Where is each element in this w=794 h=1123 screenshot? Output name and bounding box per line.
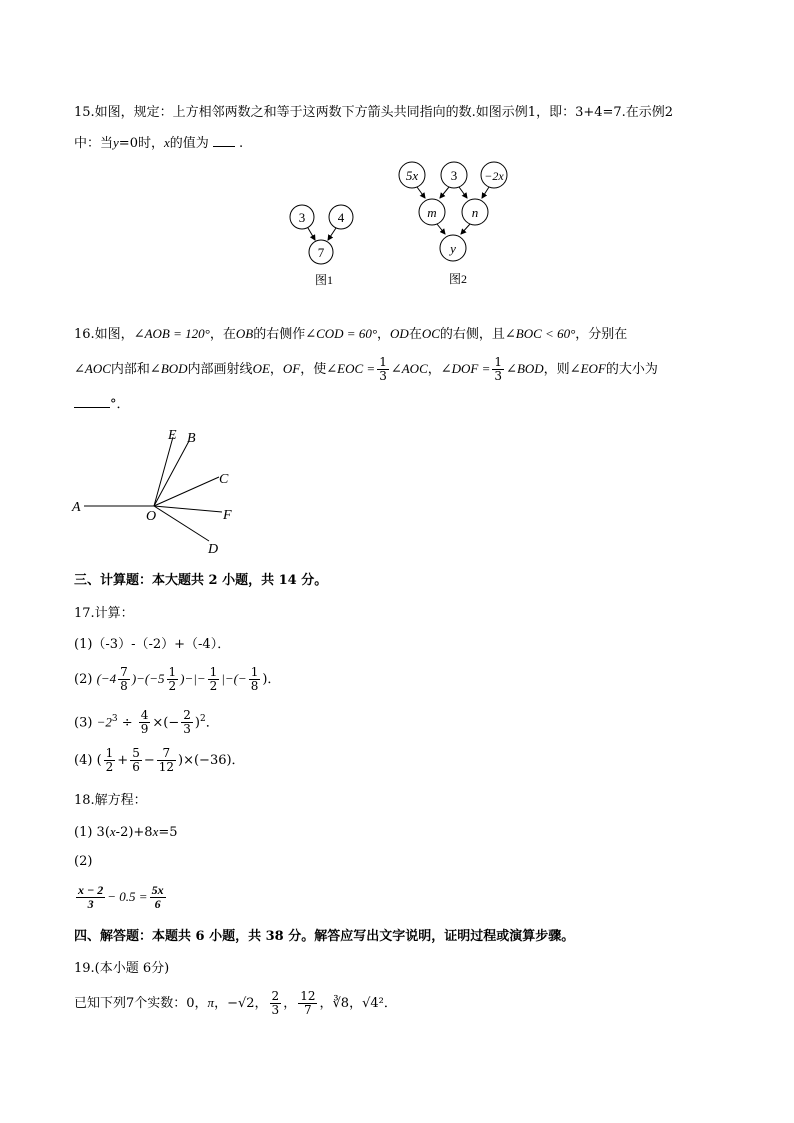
q16-text: 内部画射线 xyxy=(187,362,253,377)
label-e: E xyxy=(168,428,177,443)
label-b: B xyxy=(187,431,196,446)
q18-title: 18.解方程： xyxy=(74,793,147,808)
figure-1 xyxy=(280,195,370,295)
figure-2 xyxy=(390,158,520,293)
q16-text: ，则 xyxy=(543,362,570,377)
arrow xyxy=(437,224,445,234)
figure-caption: 图1 xyxy=(314,273,334,287)
math-expr: ∠BOC < 60° xyxy=(504,326,576,341)
q16-text: 16.如图， xyxy=(74,327,134,342)
math-expr: ∠BOD xyxy=(506,361,544,376)
math-expr: OC xyxy=(421,326,440,341)
math-expr: ∠EOF xyxy=(569,361,606,376)
q15-line2 xyxy=(74,134,243,153)
node-label: m xyxy=(427,205,437,220)
q16-text: ， xyxy=(427,362,441,377)
q16-text: °． xyxy=(110,397,130,412)
ray-od xyxy=(154,506,209,541)
q16-text: 的大小为 xyxy=(605,362,658,377)
math-expr: ∠BOD xyxy=(149,361,188,376)
label-d: D xyxy=(208,542,219,557)
q18-part2-equation: $\frac{x - 2}{3}$ − 0.5 = $\frac{5x}{6}$ xyxy=(78,883,164,911)
ray-oc xyxy=(154,477,219,506)
q15-line1: 15.如图，规定：上方相邻两数之和等于这两数下方箭头共同指向的数.如图示例1，即：3+4=7.在示例2 xyxy=(74,105,674,120)
node-label: −2x xyxy=(484,169,504,183)
node-label: 3 xyxy=(298,210,306,225)
q15-text: =0时， xyxy=(118,136,164,151)
var-x: x xyxy=(163,135,170,150)
q16-text: 内部和 xyxy=(110,362,150,377)
node-label: 3 xyxy=(450,168,458,183)
q16-text: 的右侧作 xyxy=(253,327,306,342)
q19-text: 已知下列7个实数：0，π，−√2， $\frac{2}{3}$ ， $\frac{12}{7}$ ，∛8，√4²． xyxy=(74,989,397,1017)
q15-text: 中：当 xyxy=(74,136,114,151)
math-expr: OB xyxy=(235,326,254,341)
math-expr: ∠DOF = xyxy=(440,361,491,376)
arrow xyxy=(440,187,449,198)
math-expr: ∠EOC = xyxy=(326,361,376,376)
q18-part1: (1) 3(x-2)+8x=5 xyxy=(74,824,178,840)
arrow xyxy=(461,224,470,234)
node-label: n xyxy=(471,205,479,220)
math-expr: ∠AOB = 120° xyxy=(133,326,210,341)
q16-text: ，在 xyxy=(209,327,236,342)
node-label: 5x xyxy=(405,168,419,183)
q16-text: 的右侧，且 xyxy=(439,327,505,342)
q16-line3 xyxy=(74,396,130,414)
q19-title: 19.(本小题 6分) xyxy=(74,961,170,976)
figure-caption: 图2 xyxy=(448,272,468,286)
q16-text: ，使 xyxy=(300,362,327,377)
label-c: C xyxy=(219,472,229,487)
node-label: y xyxy=(450,241,456,256)
answer-blank[interactable] xyxy=(74,407,110,408)
arrow xyxy=(482,187,489,198)
var-y: y xyxy=(113,135,119,150)
q15-text: 的值为 xyxy=(169,136,209,151)
q17-title: 17.计算： xyxy=(74,606,134,621)
arrow xyxy=(459,187,467,198)
q16-line2 xyxy=(74,356,658,383)
math-expr: ∠COD = 60° xyxy=(305,326,378,341)
math-expr: OF xyxy=(282,361,301,376)
q17-part1: (1)（-3）-（-2）+（-4）． xyxy=(74,637,231,652)
q16-text: ， xyxy=(377,327,391,342)
math-expr: OD xyxy=(390,326,409,341)
answer-blank[interactable] xyxy=(213,146,235,147)
fraction: $\frac{1}{3}$ xyxy=(494,355,503,383)
math-expr: ∠AOC xyxy=(390,361,428,376)
q17-part3: $(3) -2^3$ ÷ $\frac{4}{9}$ ×(− $\frac{2}{3}$ )$^2$． xyxy=(74,708,219,737)
section-4-heading: 四、解答题：本题共 6 小题，共 38 分。解答应写出文字说明，证明过程或演算步骤。 xyxy=(74,929,575,944)
arrow xyxy=(308,228,315,240)
math-expr: ∠AOC xyxy=(74,361,111,376)
label-a: A xyxy=(72,500,81,515)
fraction: $\frac{1}{3}$ xyxy=(379,355,387,383)
q17-part2: (2) (−4 $\frac{7}{8}$ )−(−5 $\frac{1}{2}$ )−|− $\frac{1}{2}$ |−(− $\frac{1}{8}$ )． xyxy=(74,665,281,693)
arrow xyxy=(328,228,336,240)
q16-text: 在 xyxy=(408,327,422,342)
q16-text: ，分别在 xyxy=(575,327,628,342)
section-3-heading: 三、计算题：本大题共 2 小题，共 14 分。 xyxy=(74,573,328,588)
label-o: O xyxy=(146,509,157,524)
node-label: 7 xyxy=(317,245,325,260)
q17-part4: (4) ( $\frac{1}{2}$ + $\frac{5}{6}$ − $\frac{7}{12}$ )×(−36)． xyxy=(74,746,245,774)
q15-text: . xyxy=(239,136,244,151)
angle-figure xyxy=(66,422,256,558)
node-label: 4 xyxy=(337,210,345,225)
ray-ob xyxy=(154,441,189,506)
q16-line1 xyxy=(74,325,627,344)
label-f: F xyxy=(223,508,232,523)
math-expr: OE xyxy=(252,361,270,376)
q18-part2-label: (2) xyxy=(74,854,93,869)
ray-of xyxy=(154,506,222,512)
q16-text: ， xyxy=(269,362,283,377)
ray-oe xyxy=(154,437,173,506)
arrow xyxy=(417,187,425,198)
